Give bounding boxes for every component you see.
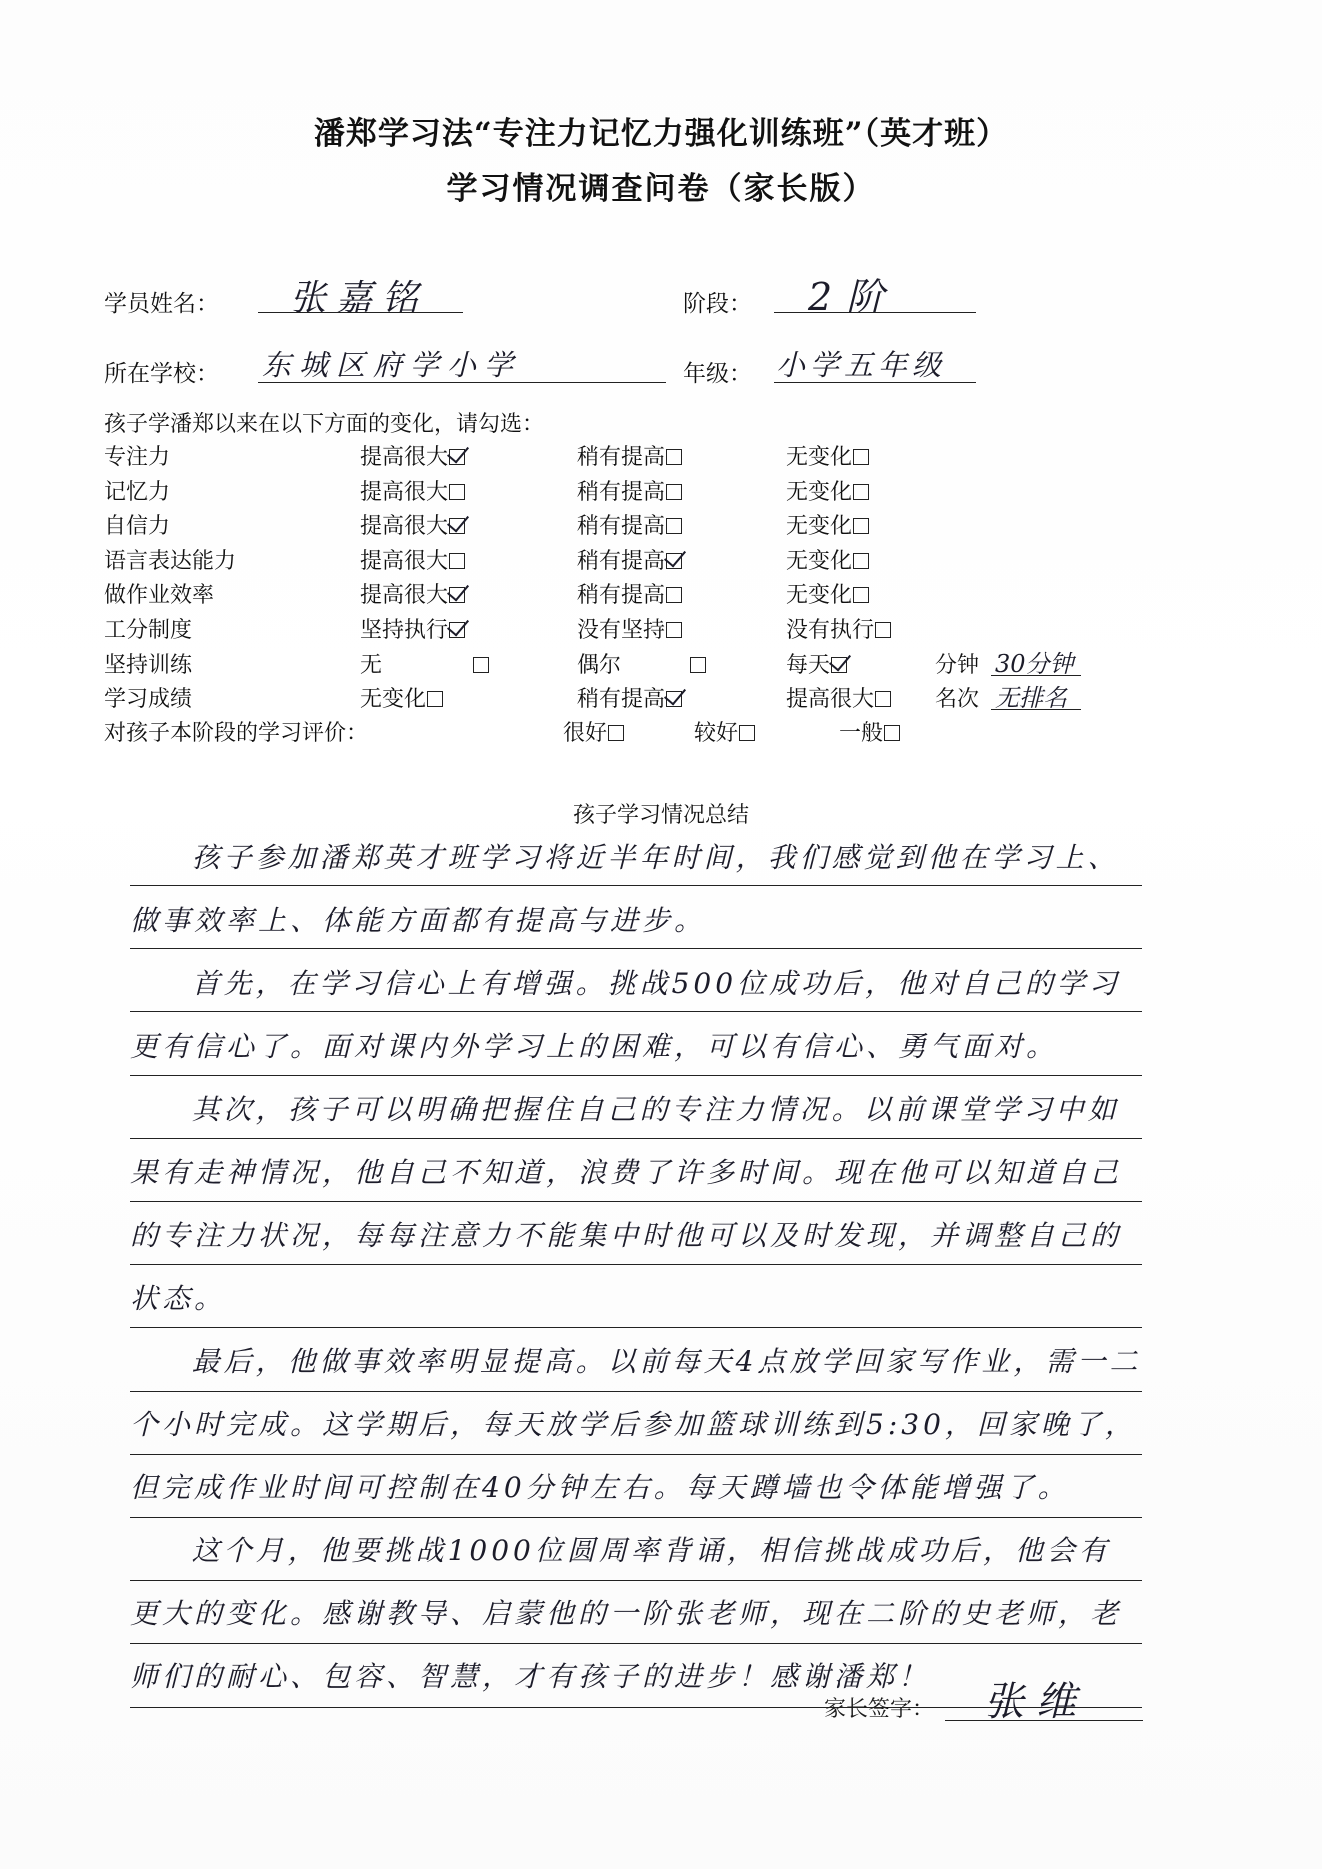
change-option[interactable] — [360, 578, 465, 609]
summary-paragraph: 最后，他做事效率明显提高。以前每天4点放学回家写作业，需一二个小时完成。这学期后，每天放学后参加篮球训练到5:30，回家晚了，但完成作业时间可控制在40分钟左右。每天蹲墙也令体能增强了。 — [130, 1345, 1142, 1504]
change-option-label: 提高很大 — [360, 583, 449, 608]
change-option[interactable] — [360, 544, 465, 575]
change-option-label: 无变化 — [360, 687, 427, 712]
checkbox[interactable] — [853, 587, 869, 603]
change-option-label: 稍有提高 — [577, 583, 666, 608]
summary-paragraph: 其次，孩子可以明确把握住自己的专注力情况。以前课堂学习中如果有走神情况，他自己不知道，浪费了许多时间。现在他可以知道自己的专注力状况，每每注意力不能集中时他可以及时发现，并调整自己的状态。 — [130, 1093, 1123, 1315]
evaluation-label: 对孩子本阶段的学习评价： — [104, 721, 369, 746]
evaluation-option-very-good[interactable] — [563, 716, 624, 747]
change-option-label: 没有执行 — [786, 618, 875, 643]
change-option[interactable] — [786, 475, 869, 506]
change-option[interactable] — [577, 475, 682, 506]
summary-paragraph: 首先，在学习信心上有增强。挑战500位成功后，他对自己的学习更有信心了。面对课内外学习上的困难，可以有信心、勇气面对。 — [130, 967, 1122, 1063]
change-option-label: 稍有提高 — [577, 549, 666, 574]
change-option[interactable] — [360, 509, 465, 540]
checkbox[interactable] — [853, 484, 869, 500]
change-option[interactable] — [360, 440, 465, 471]
stage-label: 阶段： — [683, 291, 752, 317]
change-option[interactable] — [786, 440, 869, 471]
change-option[interactable] — [786, 544, 869, 575]
change-option-label: 无变化 — [786, 514, 853, 539]
checkbox[interactable] — [449, 553, 465, 569]
change-option[interactable] — [360, 613, 465, 644]
change-option[interactable] — [786, 682, 891, 713]
change-option[interactable] — [577, 509, 682, 540]
change-row-label: 学习成绩 — [104, 687, 193, 712]
summary-text — [130, 826, 1142, 1708]
change-extra-underline — [991, 709, 1081, 710]
signature-underline — [945, 1720, 1143, 1721]
change-option-label: 坚持执行 — [360, 618, 449, 643]
change-option[interactable] — [577, 613, 682, 644]
checkbox[interactable] — [875, 622, 891, 638]
change-option-label: 提高很大 — [360, 480, 449, 505]
student-name-underline — [258, 312, 463, 313]
grade-underline — [774, 382, 976, 383]
change-option-label: 无 — [360, 653, 383, 678]
school-label: 所在学校： — [104, 361, 219, 387]
change-row-label: 记忆力 — [104, 480, 171, 505]
checkbox[interactable] — [666, 484, 682, 500]
evaluation-option-label: 较好 — [694, 721, 739, 746]
change-option[interactable] — [577, 682, 682, 713]
checkbox[interactable] — [666, 587, 682, 603]
school-value: 东城区府学小学 — [262, 348, 522, 382]
summary-paragraph: 这个月，他要挑战1000位圆周率背诵，相信挑战成功后，他会有更大的变化。感谢教导、启蒙他的一阶张老师，现在二阶的史老师，老师们的耐心、包容、智慧，才有孩子的进步！感谢潘郑！ — [130, 1534, 1123, 1693]
checkbox[interactable] — [666, 449, 682, 465]
checkbox[interactable] — [666, 518, 682, 534]
change-extra-label: 名次 — [935, 687, 980, 712]
change-extra-label: 分钟 — [935, 653, 980, 678]
checkbox[interactable] — [427, 691, 443, 707]
changes-intro: 孩子学潘郑以来在以下方面的变化，请勾选： — [104, 412, 545, 437]
checkbox[interactable] — [690, 657, 706, 673]
change-option-label: 无变化 — [786, 480, 853, 505]
checkbox[interactable] — [884, 725, 900, 741]
change-option-label: 提高很大 — [360, 445, 449, 470]
evaluation-option-label: 很好 — [563, 721, 608, 746]
change-option[interactable] — [577, 648, 706, 679]
checkbox[interactable] — [608, 725, 624, 741]
stage-value: 2阶 — [808, 275, 899, 319]
change-option[interactable] — [360, 682, 443, 713]
change-extra-underline — [991, 675, 1081, 676]
change-option[interactable] — [577, 578, 682, 609]
evaluation-option-good[interactable] — [694, 716, 755, 747]
change-option-label: 稍有提高 — [577, 480, 666, 505]
evaluation-option-label: 一般 — [839, 721, 884, 746]
change-extra-value: 30分钟 — [995, 650, 1074, 678]
checkbox[interactable] — [853, 553, 869, 569]
checkbox[interactable] — [831, 657, 847, 673]
change-row-label: 坚持训练 — [104, 653, 193, 678]
checkbox[interactable] — [449, 484, 465, 500]
checkbox[interactable] — [875, 691, 891, 707]
student-name-label: 学员姓名： — [104, 291, 219, 317]
change-option-label: 偶尔 — [577, 653, 622, 678]
change-option[interactable] — [360, 648, 489, 679]
change-option-label: 没有坚持 — [577, 618, 666, 643]
change-option-label: 稍有提高 — [577, 514, 666, 539]
change-option-label: 无变化 — [786, 445, 853, 470]
checkbox[interactable] — [449, 518, 465, 534]
student-name-value: 张嘉铭 — [290, 278, 429, 319]
change-option[interactable] — [786, 578, 869, 609]
checkbox[interactable] — [666, 622, 682, 638]
summary-paragraph: 孩子参加潘郑英才班学习将近半年时间，我们感觉到他在学习上、做事效率上、体能方面都有提高与进步。 — [130, 841, 1120, 937]
change-option[interactable] — [577, 440, 682, 471]
change-row-label: 自信力 — [104, 514, 171, 539]
checkbox[interactable] — [853, 518, 869, 534]
change-row-label: 做作业效率 — [104, 583, 215, 608]
change-option-label: 无变化 — [786, 583, 853, 608]
form-title: 潘郑学习法“专注力记忆力强化训练班”（英才班） — [313, 116, 1009, 152]
summary-title: 孩子学习情况总结 — [572, 803, 749, 828]
grade-value: 小学五年级 — [776, 348, 947, 382]
grade-label: 年级： — [683, 361, 752, 387]
change-option-label: 稍有提高 — [577, 687, 666, 712]
change-option[interactable] — [786, 648, 847, 679]
change-option[interactable] — [786, 509, 869, 540]
checkbox[interactable] — [739, 725, 755, 741]
change-option-label: 提高很大 — [786, 687, 875, 712]
checkbox[interactable] — [449, 449, 465, 465]
stage-underline — [774, 312, 976, 313]
change-option-label: 稍有提高 — [577, 445, 666, 470]
checkbox[interactable] — [853, 449, 869, 465]
change-row-label: 工分制度 — [104, 618, 193, 643]
change-option-label: 无变化 — [786, 549, 853, 574]
evaluation-option-average[interactable] — [839, 716, 900, 747]
form-subtitle: 学习情况调查问卷（家长版） — [446, 171, 876, 207]
change-option-label: 提高很大 — [360, 514, 449, 539]
change-option-label: 提高很大 — [360, 549, 449, 574]
checkbox[interactable] — [473, 657, 489, 673]
parent-signature-value: 张维 — [984, 1679, 1088, 1725]
checkbox[interactable] — [666, 553, 682, 569]
change-option[interactable] — [360, 475, 465, 506]
parent-signature-label: 家长签字： — [824, 1697, 935, 1722]
change-row-label: 专注力 — [104, 445, 171, 470]
change-row-label: 语言表达能力 — [104, 549, 237, 574]
change-option[interactable] — [786, 613, 891, 644]
change-option[interactable] — [577, 544, 682, 575]
change-option-label: 每天 — [786, 653, 831, 678]
school-underline — [258, 382, 666, 383]
checkbox[interactable] — [449, 622, 465, 638]
checkbox[interactable] — [449, 587, 465, 603]
checkbox[interactable] — [666, 691, 682, 707]
change-extra-value: 无排名 — [995, 684, 1067, 712]
